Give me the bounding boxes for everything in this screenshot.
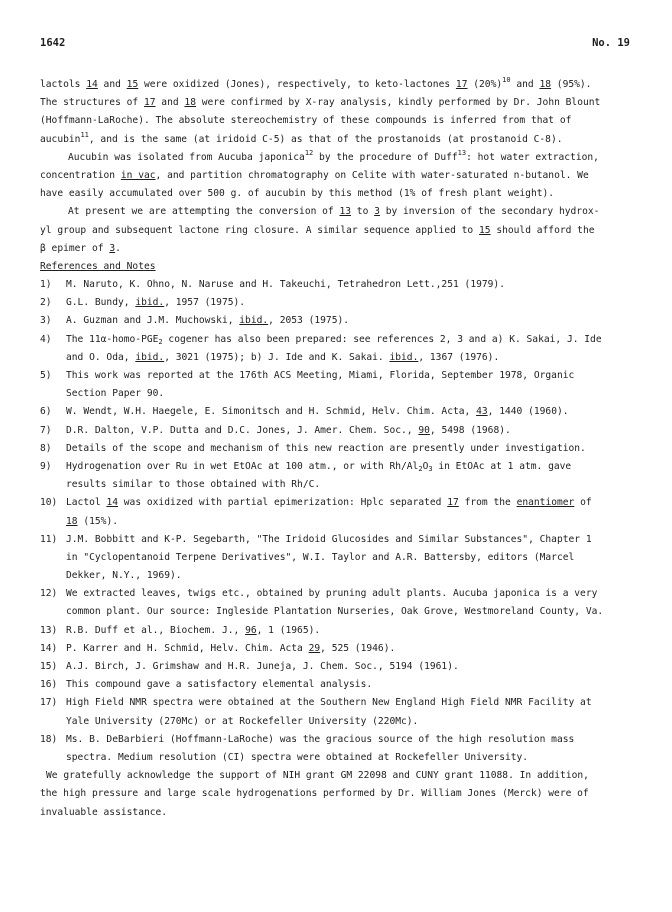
reference-item: 6) W. Wendt, W.H. Haegele, E. Simonitsch and H. Schmid, Helv. Chim. Acta, 43, 1440 (1960). [40, 406, 569, 418]
text-line: lactols 14 and 15 were oxidized (Jones), respectively, to keto-lactones 17 $(20\%)^{10}$ and 18 (95%). [40, 76, 592, 90]
reference-item: 3) A. Guzman and J.M. Muchowski, ibid., 2053 (1975). [40, 315, 350, 327]
reference-item: 14) P. Karrer and H. Schmid, Helv. Chim. Acta 29, 525 (1946). [40, 642, 396, 654]
reference-item: 18) Ms. B. DeBarbieri (Hoffmann-LaRoche) was the gracious source of the high resolution mass spectra. Medium resolution (CI) spectra were obtained at Rockefeller University. [40, 733, 575, 763]
text-line: The structures of 17 and 18 were confirmed by X-ray analysis, kindly performed by Dr. John Blount [40, 97, 601, 109]
references-list [40, 276, 640, 767]
page-number: 1642 [40, 37, 66, 49]
footnote-marker: 13 [457, 148, 467, 157]
text-line: β epimer of 3. [40, 242, 121, 254]
reference-item: 7) D.R. Dalton, V.P. Dutta and D.C. Jones, J. Amer. Chem. Soc., 90, 5498 (1968). [40, 424, 511, 436]
text-line: Aucubin was isolated from Aucuba japonica$^{12}$ by the procedure of Duff$^{13}$: hot water extraction, [68, 148, 599, 163]
reference-item: 12) We extracted leaves, twigs etc., obtained by pruning adult plants. Aucuba japonica is a very common plant. Our source: Ingleside Plantation Nurseries, Oak Grove, Westmoreland County, Va. [40, 588, 604, 618]
text-line: the high pressure and large scale hydrogenations performed by Dr. William Jones (Merck) were of [40, 788, 589, 800]
paragraph-isolation [40, 149, 640, 204]
footnote-marker: 11 [80, 130, 89, 139]
reference-item: 8) Details of the scope and mechanism of this new reaction are presently under investigation. [40, 442, 586, 454]
paragraph-oxidation [40, 76, 640, 149]
reference-item: 16) This compound gave a satisfactory elemental analysis. [40, 679, 373, 691]
text-line: yl group and subsequent lactone ring closure. A similar sequence applied to 15 should afford the [40, 224, 595, 236]
text-line: have easily accumulated over 500 g. of aucubin by this method (1% of fresh plant weight). [40, 188, 555, 200]
text-line: We gratefully acknowledge the support of NIH grant GM 22098 and CUNY grant 11088. In addition, [46, 770, 589, 782]
footnote-marker: 10 [502, 76, 511, 84]
references-heading: References and Notes [40, 260, 156, 272]
reference-item: 5) This work was reported at the 176th ACS Meeting, Miami, Florida, September 1978, Organic Section Paper 90. [40, 370, 575, 400]
reference-item: 11) J.M. Bobbitt and K-P. Segebarth, "The Iridoid Glucosides and Similar Substances", Chapter 1 in "Cyclopentanoid Terpene Derivatives", W.I. Taylor and A.R. Battersby, editors (Marcel Dekker, N.Y., 1969). [40, 533, 592, 582]
reference-item: 13) R.B. Duff et al., Biochem. J., 96, 1 (1965). [40, 624, 321, 636]
reference-item: 15) A.J. Birch, J. Grimshaw and H.R. Juneja, J. Chem. Soc., 5194 (1961). [40, 661, 459, 672]
issue-number: No. 19 [592, 37, 630, 49]
reference-item: 2) G.L. Bundy, ibid., 1957 (1975). [40, 297, 246, 309]
text-line: aucubin$^{11}$, and is the same (at iridoid C-5) as that of the prostanoids (at prostanoid C-8). [40, 130, 563, 145]
article-body [40, 76, 640, 822]
reference-item: 4) The $11\alpha-homo-PGE_2$ cogener has also been prepared: see references 2, 3 and a) K. Sakai, J. Ide and O. Oda, ibid., 3021 (1975); b) J. Ide and K. Sakai. ibid., 1367 (1976). [40, 333, 602, 363]
reference-item: 10) Lactol 14 was oxidized with partial epimerization: Hplc separated 17 from the enantiomer of 18 (15%). [40, 497, 592, 527]
reference-item: 1) M. Naruto, K. Ohno, N. Naruse and H. Takeuchi, Tetrahedron Lett.,251 (1979). [40, 279, 505, 291]
paragraph-conversion [40, 203, 640, 258]
reference-item: 9) Hydrogenation over Ru in wet EtOAc at 100 atm., or with $Rh/Al_2O_3$ in EtOAc at 1 atm. gave results similar to those obtained with Rh/C. [40, 460, 572, 491]
reference-item: 17) High Field NMR spectra were obtained at the Southern New England High Field NMR Facility at Yale University (270Mc) or at Rockefeller University (220Mc). [40, 697, 592, 727]
text-line: concentration in vac, and partition chromatography on Celite with water-saturated n-butanol. We [40, 169, 589, 181]
text-line: (Hoffmann-LaRoche). The absolute stereochemistry of these compounds is inferred from that of [40, 115, 572, 127]
text-line: invaluable assistance. [40, 806, 168, 818]
text-line: At present we are attempting the conversion of 13 to 3 by inversion of the secondary hydrox- [68, 206, 600, 218]
footnote-marker: 12 [304, 148, 314, 157]
acknowledgement [40, 767, 640, 822]
